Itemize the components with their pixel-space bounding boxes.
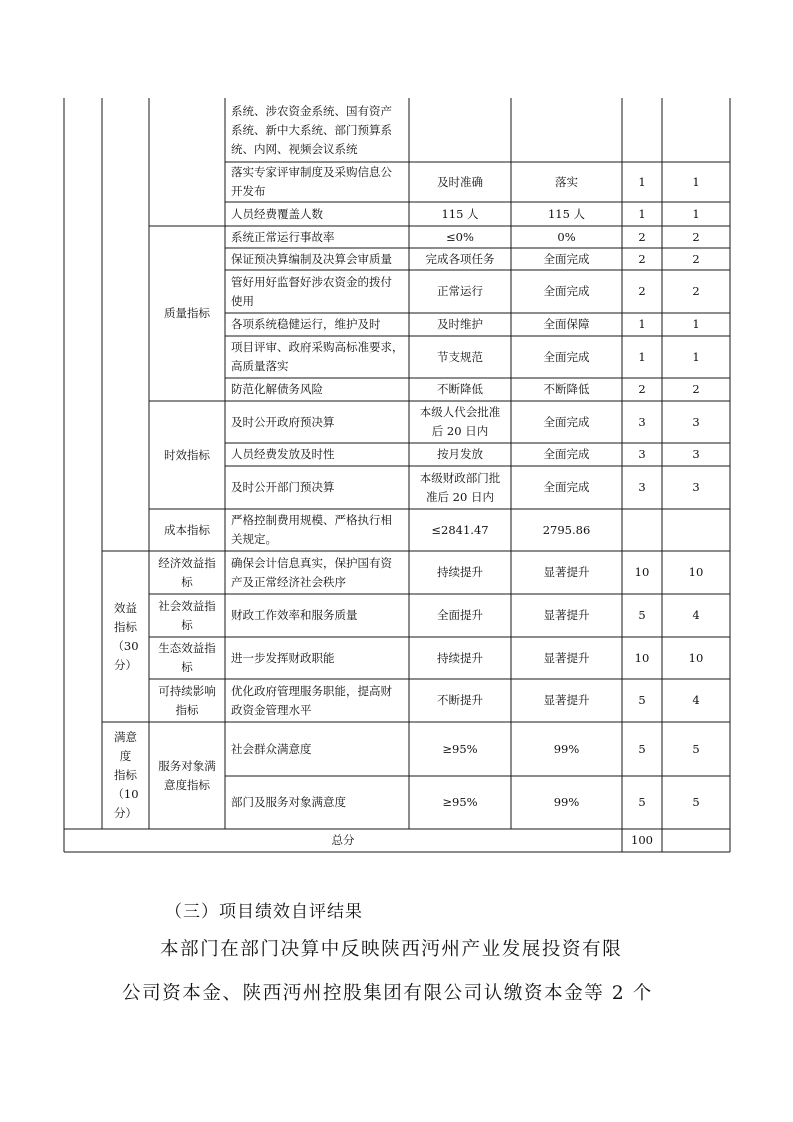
cell-target: 按月发放	[437, 447, 483, 461]
satisfaction-sub-label: 服务对象满 意度指标	[158, 758, 216, 792]
cell-score: 5	[692, 795, 700, 809]
cell-score: 10	[688, 650, 704, 665]
cell-weight: 3	[638, 480, 646, 494]
cell-weight: 3	[638, 414, 646, 429]
benefit-sub-label: 可持续影响 指标	[158, 683, 216, 717]
cell-indicator: 财政工作效率和服务质量	[231, 608, 358, 622]
cell-weight: 5	[638, 741, 646, 756]
cell-weight: 5	[638, 608, 646, 622]
cell-target: 115 人	[441, 206, 479, 221]
cell-actual: 99%	[553, 795, 580, 809]
cell-actual: 全面完成	[543, 251, 590, 266]
cell-indicator: 防范化解债务风险	[231, 382, 323, 396]
cell-actual: 全面完成	[543, 447, 590, 461]
cell-indicator: 各项系统稳健运行，维护及时	[231, 317, 381, 331]
satisfaction-indicator-label: 满意 度 指标 （10 分）	[112, 730, 139, 820]
total-score	[662, 829, 730, 852]
cell-score: 10	[688, 565, 704, 579]
cell-target: ≥95%	[442, 741, 478, 756]
cell-target: ≤0%	[446, 229, 474, 244]
cell-actual: 全面完成	[543, 480, 590, 494]
cell-actual: 2795.86	[542, 522, 591, 537]
cell-indicator: 及时公开政府预决算	[231, 414, 335, 429]
cell-score: 3	[692, 480, 700, 494]
cell-target: 不断提升	[437, 693, 483, 707]
cell-weight: 2	[638, 382, 646, 396]
cell-target: 不断降低	[437, 382, 483, 396]
cell-target: 全面提升	[437, 608, 483, 622]
cell-actual: 显著提升	[543, 650, 590, 665]
section-heading: （三）项目绩效自评结果	[165, 902, 363, 922]
cell-indicator: 及时公开部门预决算	[231, 480, 335, 494]
cell-weight: 2	[638, 229, 646, 244]
cell-weight: 1	[638, 317, 646, 331]
cell-actual: 显著提升	[543, 565, 590, 579]
cell-score: 1	[692, 174, 700, 189]
cell-score: 1	[692, 349, 700, 364]
cell-score: 4	[692, 608, 700, 622]
cell-target: 持续提升	[437, 650, 483, 665]
cost-indicator-label: 成本指标	[164, 522, 210, 537]
cell-indicator: 部门及服务对象满意度	[231, 795, 346, 809]
cell-target: 本级人代会批准 后 20 日内	[419, 405, 501, 438]
benefit-sub-label: 生态效益指 标	[158, 641, 216, 674]
total-weight: 100	[631, 833, 653, 847]
cell-score: 5	[692, 741, 700, 756]
total-label: 总分	[331, 833, 355, 847]
benefit-sub-label: 社会效益指 标	[158, 598, 216, 632]
cell-actual: 99%	[553, 741, 580, 756]
cell-actual: 显著提升	[543, 693, 590, 707]
cell-score: 1	[692, 206, 700, 221]
cell-weight: 2	[638, 284, 646, 298]
cell-score: 2	[692, 382, 700, 396]
cell-indicator: 严格控制费用规模、严格执行相 关规定。	[231, 513, 392, 546]
cell-indicator: 系统正常运行事故率	[231, 229, 335, 244]
paragraph-line-2: 公司资本金、陕西沔州控股集团有限公司认缴资本金等 2 个	[122, 983, 653, 1004]
cell-indicator: 确保会计信息真实，保护国有资 产及正常经济社会秩序	[231, 555, 392, 589]
cell-indicator: 优化政府管理服务职能，提高财 政资金管理水平	[231, 683, 392, 717]
cell-weight: 5	[638, 693, 646, 707]
cell-score: 2	[692, 229, 700, 244]
cell-actual: 落实	[555, 174, 578, 189]
cell-actual: 不断降低	[543, 382, 590, 396]
cell-indicator: 人员经费发放及时性	[231, 447, 335, 461]
cell-score: 3	[692, 414, 700, 429]
cell-weight: 10	[634, 565, 650, 579]
cell-actual: 全面完成	[543, 284, 590, 298]
cell-score: 2	[692, 251, 700, 266]
cell-score: 1	[692, 317, 700, 331]
cell-actual: 115 人	[547, 206, 586, 221]
quality-indicator-label: 质量指标	[164, 306, 210, 320]
cell-indicator: 社会群众满意度	[231, 741, 312, 756]
cell-target: ≤2841.47	[431, 522, 489, 537]
cell-weight: 1	[638, 349, 646, 364]
cell-indicator: 管好用好监督好涉农资金的拨付 使用	[231, 274, 392, 308]
timeliness-indicator-label: 时效指标	[164, 447, 210, 462]
cell-weight: 3	[638, 447, 646, 461]
cell-target: 及时准确	[437, 174, 483, 189]
cell-weight: 1	[638, 206, 646, 221]
cell-actual: 0%	[557, 229, 576, 244]
cell-weight: 1	[638, 174, 646, 189]
cell-target: ≥95%	[442, 795, 478, 809]
paragraph-line-1: 本部门在部门决算中反映陕西沔州产业发展投资有限	[160, 939, 623, 960]
benefit-indicator-label: 效益 指标 （30 分）	[112, 600, 139, 672]
cell-actual: 显著提升	[543, 608, 590, 622]
cell-target: 正常运行	[437, 284, 483, 298]
cell-target: 本级财政部门批 准后 20 日内	[419, 470, 501, 504]
cell-indicator-systems: 系统、涉农资金系统、国有资产 系统、新中大系统、部门预算系 统、内网、视频会议系统	[231, 103, 392, 156]
cell-target: 完成各项任务	[425, 251, 495, 266]
cell-indicator-expert-review: 落实专家评审制度及采购信息公 开发布	[231, 165, 392, 198]
cell-actual: 全面保障	[543, 317, 590, 331]
cell-indicator: 进一步发挥财政职能	[231, 650, 335, 665]
benefit-sub-label: 经济效益指 标	[158, 555, 216, 589]
cell-score: 3	[692, 447, 700, 461]
cell-actual: 全面完成	[543, 414, 590, 429]
cell-weight: 5	[638, 795, 646, 809]
cell-target: 及时维护	[437, 317, 483, 331]
cell-weight: 2	[638, 251, 646, 266]
cell-indicator: 保证预决算编制及决算会审质量	[231, 251, 392, 266]
cell-weight: 10	[634, 650, 650, 665]
cell-actual: 全面完成	[543, 349, 590, 364]
cell-target: 节支规范	[437, 349, 483, 364]
cell-score: 2	[692, 284, 700, 298]
cell-score: 4	[692, 693, 700, 707]
cell-target: 持续提升	[437, 565, 483, 579]
cell-indicator-personnel: 人员经费覆盖人数	[231, 206, 323, 221]
cell-indicator: 项目评审、政府采购高标准要求， 高质量落实	[231, 340, 404, 373]
